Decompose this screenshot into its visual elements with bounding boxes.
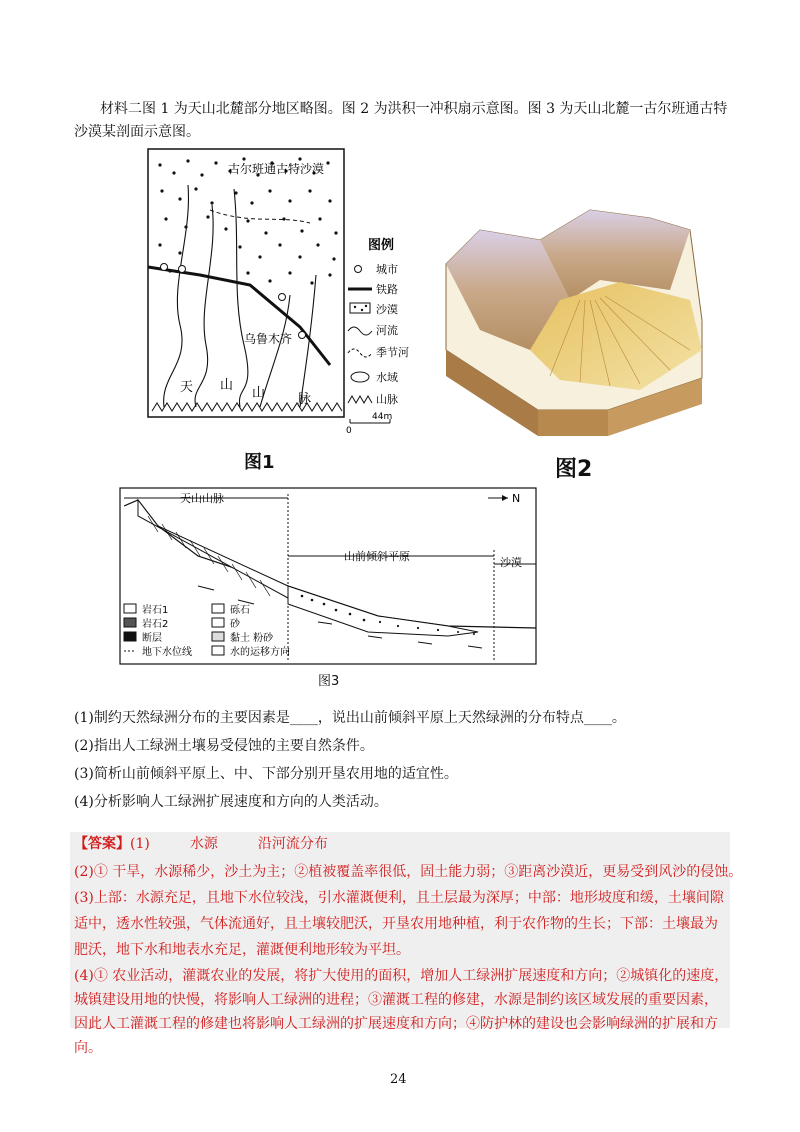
mountain-char: 山 (252, 386, 266, 401)
answer-line-1 (74, 834, 328, 854)
figure-3-profile (118, 486, 538, 668)
city-marker (161, 264, 168, 271)
legend-sand: 砂 (230, 619, 240, 630)
intro-line-2: 沙漠某剖面示意图。 (74, 124, 200, 140)
legend-water-flow: 水的运移方向 (230, 647, 290, 658)
figure-3-caption: 图3 (318, 674, 340, 689)
block-side-front (538, 410, 608, 436)
question-1: (1)制约天然绿洲分布的主要因素是____，说出山前倾斜平原上天然绿洲的分布特点____。 (74, 710, 626, 726)
answer-1-part2: 沿河流分布 (257, 836, 328, 852)
scale-end: 44m (372, 412, 393, 422)
legend-fault: 断层 (142, 633, 162, 644)
legend-water-table: 地下水位线 (142, 647, 192, 658)
figure-2-caption: 图2 (555, 457, 593, 482)
answer-3-line: (3)上部：水源充足，且地下水位较浅，引水灌溉便利，且土层最为深厚；中部：地形坡度和缓，土壤间隙 (74, 890, 724, 906)
mountain-char: 山 (220, 378, 234, 393)
city-label: 乌鲁木齐 (244, 332, 293, 346)
legend-title: 图例 (368, 238, 395, 253)
legend-clay-silt: 黏土 粉砂 (230, 633, 274, 644)
legend-water: 水域 (376, 371, 398, 384)
legend-mountain-icon (348, 396, 372, 403)
answer-1-part1: 水源 (189, 836, 218, 852)
scale-zero: 0 (346, 426, 352, 435)
answer-1-prefix: (1) (130, 836, 150, 852)
answer-4-line: 因此人工灌溉工程的修建也将影响人工绿洲的扩展速度和方向；④防护林的建设也会影响绿洲的扩展和方 (74, 1016, 718, 1032)
legend-seasonal-river: 季节河 (376, 346, 409, 359)
legend-desert: 沙漠 (376, 303, 398, 316)
answer-4-line: 向。 (74, 1040, 102, 1056)
question-3: (3)简析山前倾斜平原上、中、下部分别开垦农用地的适宜性。 (74, 766, 458, 782)
mountain-char: 脉 (298, 392, 312, 407)
legend-city-icon (355, 266, 362, 273)
legend-desert-icon (350, 303, 370, 313)
legend-water-icon (351, 372, 369, 382)
answer-4-line: 城镇建设用地的快慢，将影响人工绿洲的进程；③灌溉工程的修建，水源是制约该区域发展的重要因素， (74, 992, 718, 1008)
mountain-char: 天 (180, 380, 194, 395)
intro-line-1: 材料二图 1 为天山北麓部分地区略图。图 2 为洪积一冲积扇示意图。图 3 为天山北麓一古尔班通古特 (100, 101, 728, 117)
legend-city: 城市 (376, 263, 398, 276)
answer-3-line: 适中，透水性较强，气体流通好，且土壤较肥沃，开垦农用地种植，利于农作物的生长；下部：土壤最为 (74, 916, 718, 932)
legend-river: 河流 (376, 324, 398, 337)
answer-head: 【答案】 (74, 836, 130, 852)
legend-river-icon (348, 327, 372, 335)
city-marker (299, 332, 306, 339)
city-marker (179, 266, 186, 273)
question-2: (2)指出人工绿洲土壤易受侵蚀的主要自然条件。 (74, 738, 374, 754)
label-desert: 沙漠 (500, 556, 522, 569)
legend-railway: 铁路 (376, 283, 398, 296)
figure-1-map (140, 145, 430, 435)
answer-2: (2)① 干旱，水源稀少，沙土为主；②植被覆盖率很低，固土能力弱；③距离沙漠近，更易受到风沙的侵蚀。 (74, 864, 743, 880)
label-mountain: 天山山脉 (180, 492, 224, 505)
desert-label: 古尔班通古特沙漠 (228, 162, 325, 176)
city-marker (279, 294, 286, 301)
legend-rock-2: 岩石2 (142, 619, 169, 630)
answer-4-line: (4)① 农业活动，灌溉农业的发展，将扩大使用的面积，增加人工绿洲扩展速度和方向；②城镇化的速度， (74, 968, 729, 984)
answer-3-line: 肥沃，地下水和地表水充足，灌溉便利地形较为平坦。 (74, 942, 410, 958)
page-number: 24 (390, 1072, 407, 1087)
label-plain: 山前倾斜平原 (344, 550, 410, 563)
legend-gravel: 砾石 (230, 605, 250, 616)
figure-2-alluvial-fan (440, 200, 730, 440)
legend-mountain: 山脉 (376, 393, 398, 406)
legend-seasonal-river-icon (348, 349, 372, 357)
legend-rock-1: 岩石1 (142, 605, 169, 616)
figure-1-caption: 图1 (244, 452, 275, 473)
north-arrow-label: N (512, 492, 521, 505)
question-4: (4)分析影响人工绿洲扩展速度和方向的人类活动。 (74, 794, 388, 810)
